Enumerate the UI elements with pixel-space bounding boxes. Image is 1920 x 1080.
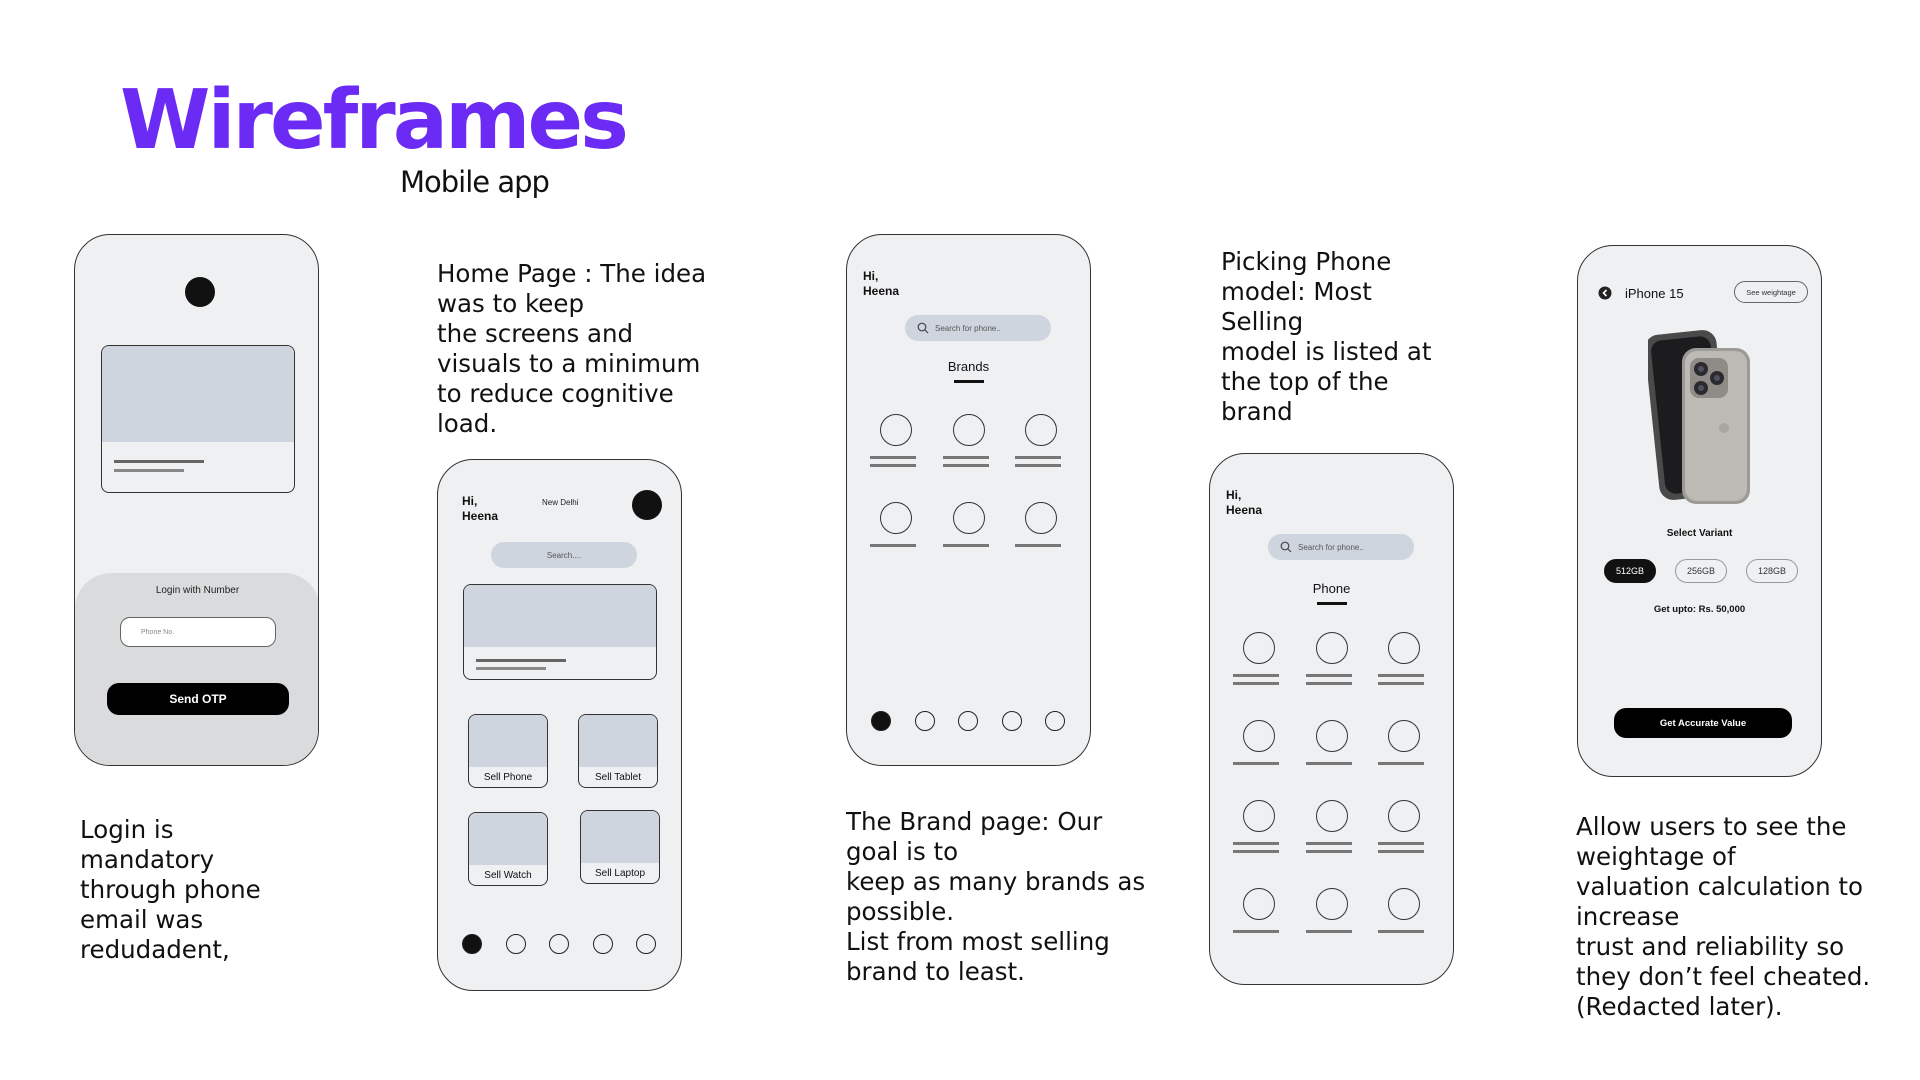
grid-item-label-line xyxy=(1233,842,1279,845)
page-indicator-dot[interactable] xyxy=(871,711,891,731)
back-icon[interactable] xyxy=(1598,286,1612,300)
category-sell-phone[interactable] xyxy=(468,714,548,788)
grid-item-label-line xyxy=(870,544,916,547)
text-line xyxy=(476,667,546,670)
greeting: Hi, Heena xyxy=(462,494,499,523)
grid-item-label-line xyxy=(1306,674,1352,677)
grid-item-label-line xyxy=(1306,762,1352,765)
grid-item-placeholder[interactable] xyxy=(1316,720,1348,752)
grid-item-placeholder[interactable] xyxy=(1243,632,1275,664)
category-sell-tablet[interactable] xyxy=(578,714,658,788)
grid-item-placeholder[interactable] xyxy=(880,502,912,534)
page-indicator-dot[interactable] xyxy=(1002,711,1022,731)
phone-input[interactable] xyxy=(120,617,276,647)
grid-item-placeholder[interactable] xyxy=(1388,800,1420,832)
grid-item-label-line xyxy=(1378,762,1424,765)
grid-item-label-line xyxy=(943,456,989,459)
grid-item-label-line xyxy=(1233,850,1279,853)
grid-item-label-line xyxy=(1378,930,1424,933)
search-icon xyxy=(1280,541,1292,553)
variant-512gb[interactable]: 512GB xyxy=(1604,559,1656,583)
search-input[interactable] xyxy=(491,542,637,568)
page-indicator-dot[interactable] xyxy=(593,934,613,954)
hero-card xyxy=(101,345,295,493)
page-indicator-dot[interactable] xyxy=(506,934,526,954)
grid-item-label-line xyxy=(1306,850,1352,853)
page-indicator-dot[interactable] xyxy=(915,711,935,731)
tab-underline xyxy=(954,380,984,383)
price-estimate: Get upto: Rs. 50,000 xyxy=(1653,604,1746,615)
grid-item-placeholder[interactable] xyxy=(953,502,985,534)
banner-image-placeholder xyxy=(464,585,656,647)
text-line xyxy=(476,659,566,662)
grid-item-label-line xyxy=(1306,842,1352,845)
search-input[interactable] xyxy=(1268,534,1414,560)
grid-item-placeholder[interactable] xyxy=(1388,720,1420,752)
tab-phone[interactable]: Phone xyxy=(1312,581,1351,596)
phone-input-placeholder: Phone No. xyxy=(141,628,175,636)
page-indicator-dot[interactable] xyxy=(462,934,482,954)
page-indicator-dot[interactable] xyxy=(958,711,978,731)
grid-item-label-line xyxy=(1015,464,1061,467)
grid-item-label-line xyxy=(1233,674,1279,677)
page-indicator-dot[interactable] xyxy=(1045,711,1065,731)
grid-item-label-line xyxy=(943,544,989,547)
grid-item-placeholder[interactable] xyxy=(1025,414,1057,446)
search-placeholder: Search for phone.. xyxy=(1298,542,1364,552)
grid-item-placeholder[interactable] xyxy=(1316,800,1348,832)
login-label: Login with Number xyxy=(155,585,240,596)
category-image-placeholder xyxy=(469,813,547,865)
send-otp-button[interactable]: Send OTP xyxy=(107,683,289,715)
grid-item-placeholder[interactable] xyxy=(1243,800,1275,832)
grid-item-label-line xyxy=(1015,456,1061,459)
select-variant-label: Select Variant xyxy=(1666,528,1733,539)
grid-item-label-line xyxy=(1378,842,1424,845)
grid-item-placeholder[interactable] xyxy=(1243,888,1275,920)
grid-item-placeholder[interactable] xyxy=(1316,632,1348,664)
login-description: Login is mandatory through phone email was redudadent, xyxy=(80,815,261,964)
home-screen xyxy=(437,459,682,991)
grid-item-label-line xyxy=(870,464,916,467)
search-placeholder: Search for phone.. xyxy=(935,323,1001,333)
grid-item-label-line xyxy=(870,456,916,459)
grid-item-label-line xyxy=(1378,682,1424,685)
grid-item-label-line xyxy=(1378,674,1424,677)
grid-item-label-line xyxy=(1233,762,1279,765)
grid-item-label-line xyxy=(1378,850,1424,853)
phone-product-image xyxy=(1648,326,1754,506)
greeting: Hi, Heena xyxy=(1226,488,1263,517)
category-label: Sell Laptop xyxy=(594,868,646,879)
tab-underline xyxy=(1317,602,1347,605)
brand-description: The Brand page: Our goal is to keep as many brands as possible. List from most selling brand to least. xyxy=(846,807,1146,986)
device-name: iPhone 15 xyxy=(1625,286,1684,301)
grid-item-label-line xyxy=(943,464,989,467)
brand-screen xyxy=(846,234,1091,766)
banner-card[interactable] xyxy=(463,584,657,680)
page-subtitle: Mobile app xyxy=(400,165,549,199)
variant-screen xyxy=(1577,245,1822,777)
page-title: Wireframes xyxy=(120,73,626,168)
grid-item-placeholder[interactable] xyxy=(1316,888,1348,920)
grid-item-placeholder[interactable] xyxy=(880,414,912,446)
category-label: Sell Tablet xyxy=(595,772,641,783)
logo-circle xyxy=(185,277,215,307)
text-line xyxy=(114,469,184,472)
category-image-placeholder xyxy=(581,811,659,863)
grid-item-placeholder[interactable] xyxy=(1388,632,1420,664)
grid-item-placeholder[interactable] xyxy=(953,414,985,446)
page-indicator-dot[interactable] xyxy=(636,934,656,954)
hero-image-placeholder xyxy=(102,346,294,442)
category-sell-watch[interactable] xyxy=(468,812,548,886)
grid-item-placeholder[interactable] xyxy=(1388,888,1420,920)
text-line xyxy=(114,460,204,463)
location-label: New Delhi xyxy=(542,498,579,507)
see-weightage-button[interactable]: See weightage xyxy=(1734,281,1808,303)
variant-128gb[interactable]: 128GB xyxy=(1746,559,1798,583)
category-label: Sell Watch xyxy=(484,870,532,881)
tab-brands[interactable]: Brands xyxy=(947,359,990,374)
search-icon xyxy=(917,322,929,334)
grid-item-label-line xyxy=(1233,682,1279,685)
get-accurate-value-button[interactable]: Get Accurate Value xyxy=(1614,708,1792,738)
login-panel xyxy=(75,573,319,766)
variant-description: Allow users to see the weightage of valuation calculation to increase trust and reliability so they don’t feel cheated. (Redacted later). xyxy=(1576,812,1871,1021)
category-image-placeholder xyxy=(469,715,547,767)
grid-item-label-line xyxy=(1015,544,1061,547)
home-description: Home Page : The idea was to keep the screens and visuals to a minimum to reduce cognitive load. xyxy=(437,259,707,438)
grid-item-placeholder[interactable] xyxy=(1025,502,1057,534)
search-input[interactable] xyxy=(905,315,1051,341)
grid-item-placeholder[interactable] xyxy=(1243,720,1275,752)
category-sell-laptop[interactable] xyxy=(580,810,660,884)
greeting: Hi, Heena xyxy=(863,269,900,298)
search-placeholder: Search.... xyxy=(546,550,582,560)
variant-256gb[interactable]: 256GB xyxy=(1675,559,1727,583)
category-image-placeholder xyxy=(579,715,657,767)
grid-item-label-line xyxy=(1233,930,1279,933)
grid-item-label-line xyxy=(1306,682,1352,685)
login-screen xyxy=(74,234,319,766)
grid-item-label-line xyxy=(1306,930,1352,933)
avatar[interactable] xyxy=(632,490,662,520)
model-description: Picking Phone model: Most Selling model is listed at the top of the brand xyxy=(1221,247,1432,426)
page-indicator-dot[interactable] xyxy=(549,934,569,954)
model-screen xyxy=(1209,453,1454,985)
category-label: Sell Phone xyxy=(483,772,533,783)
